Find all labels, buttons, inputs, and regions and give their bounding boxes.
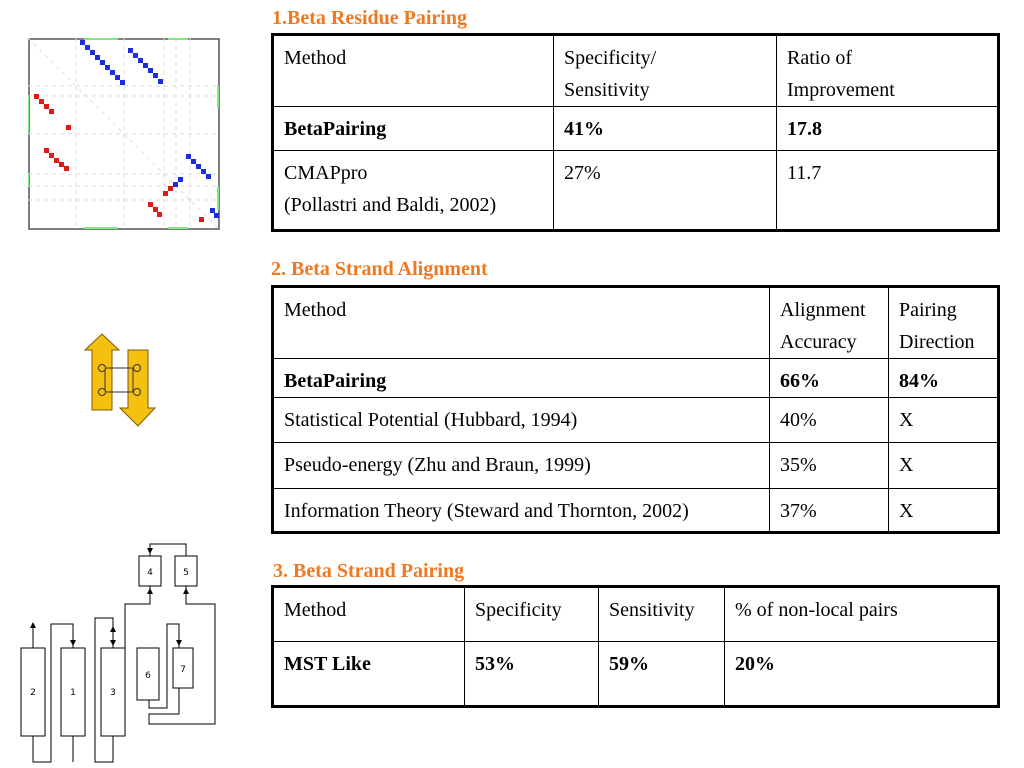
- value-cell: X: [889, 443, 999, 489]
- header-text: Direction: [899, 331, 975, 353]
- beta-residue-pairing-table: [271, 33, 1000, 232]
- header-cell: [770, 287, 889, 359]
- method-cell: [273, 151, 554, 231]
- table-row: [273, 443, 999, 489]
- method-citation: (Pollastri and Baldi, 2002): [284, 194, 497, 216]
- value-cell: 37%: [770, 489, 889, 533]
- header-text: Specificity/: [564, 47, 657, 69]
- table-header-row: [273, 287, 999, 359]
- header-text: Ratio of: [787, 47, 852, 69]
- header-text: Accuracy: [780, 331, 857, 353]
- strand-label: 6: [145, 671, 151, 681]
- table-row: [273, 642, 999, 707]
- value-cell: 41%: [554, 107, 777, 151]
- header-cell: % of non-local pairs: [725, 587, 999, 642]
- method-cell: BetaPairing: [273, 107, 554, 151]
- table-row: [273, 398, 999, 443]
- value-cell: 20%: [725, 642, 999, 707]
- header-cell: [777, 35, 999, 107]
- value-cell: X: [889, 398, 999, 443]
- header-text: Sensitivity: [564, 79, 650, 101]
- section-title-beta-residue-pairing: 1.Beta Residue Pairing: [272, 7, 467, 29]
- table-header-row: [273, 587, 999, 642]
- table-row: [273, 107, 999, 151]
- contact-map-figure: [28, 38, 220, 230]
- strand-label: 2: [30, 688, 36, 698]
- strand-label: 1: [70, 688, 76, 698]
- header-text: Method: [284, 47, 347, 69]
- value-cell: 59%: [599, 642, 725, 707]
- header-text: Pairing: [899, 299, 957, 321]
- method-cell: Information Theory (Steward and Thornton, 2002): [273, 489, 770, 533]
- value-cell: X: [889, 489, 999, 533]
- value-cell: 66%: [770, 359, 889, 398]
- strand-label: 5: [183, 568, 189, 578]
- header-text: Alignment: [780, 299, 866, 321]
- beta-strand-alignment-table: [271, 285, 1000, 534]
- table-row: [273, 359, 999, 398]
- method-cell: BetaPairing: [273, 359, 770, 398]
- value-cell: 35%: [770, 443, 889, 489]
- value-cell: 84%: [889, 359, 999, 398]
- value-cell: 53%: [465, 642, 599, 707]
- value-cell: 11.7: [777, 151, 999, 231]
- value-cell: 27%: [554, 151, 777, 231]
- header-cell: Specificity: [465, 587, 599, 642]
- strand-label: 7: [180, 665, 186, 675]
- strand-topology-diagram: [15, 538, 225, 766]
- table-header-row: [273, 35, 999, 107]
- header-cell: Sensitivity: [599, 587, 725, 642]
- header-cell: [273, 287, 770, 359]
- header-cell: Method: [273, 587, 465, 642]
- header-text: Improvement: [787, 79, 895, 101]
- method-cell: Pseudo-energy (Zhu and Braun, 1999): [273, 443, 770, 489]
- header-text: Method: [284, 299, 347, 321]
- header-cell: [554, 35, 777, 107]
- header-cell: [889, 287, 999, 359]
- header-cell: [273, 35, 554, 107]
- method-text: CMAPpro: [284, 162, 368, 184]
- method-cell: MST Like: [273, 642, 465, 707]
- value-cell: 17.8: [777, 107, 999, 151]
- strand-label: 3: [110, 688, 116, 698]
- table-row: [273, 151, 999, 231]
- section-title-beta-strand-alignment: 2. Beta Strand Alignment: [271, 258, 488, 280]
- antiparallel-strands-icon: [82, 332, 156, 428]
- method-cell: Statistical Potential (Hubbard, 1994): [273, 398, 770, 443]
- strand-label: 4: [147, 568, 153, 578]
- section-title-beta-strand-pairing: 3. Beta Strand Pairing: [273, 560, 465, 582]
- table-row: [273, 489, 999, 533]
- value-cell: 40%: [770, 398, 889, 443]
- beta-strand-pairing-table: [271, 585, 1000, 708]
